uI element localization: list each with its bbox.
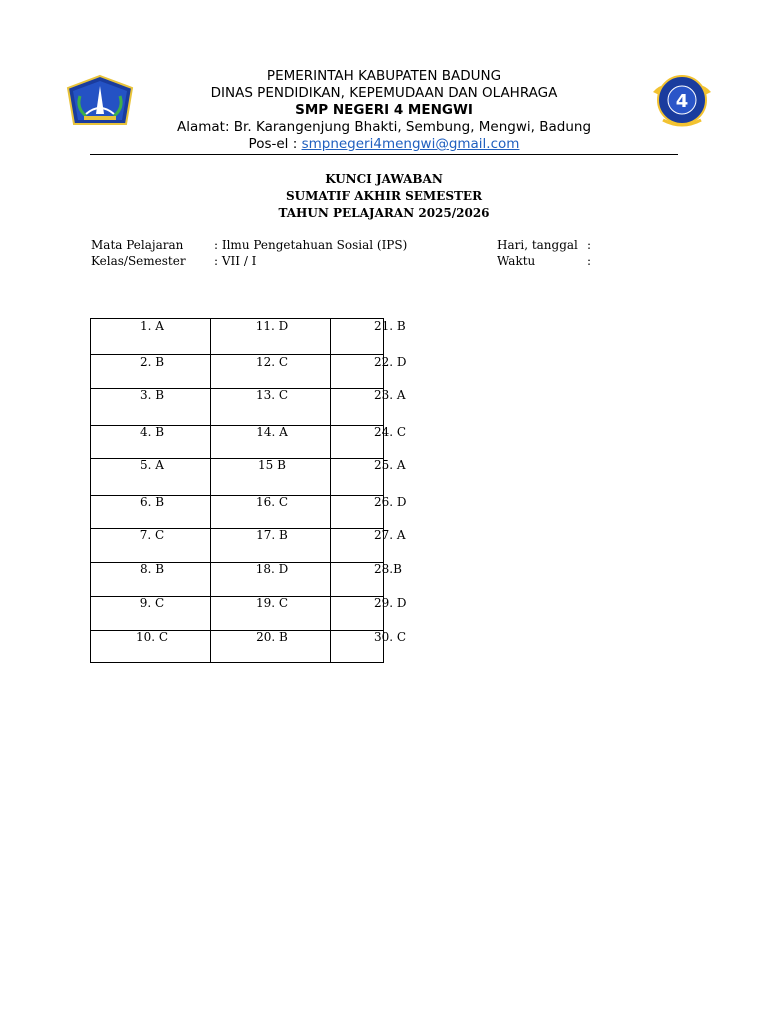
answer-cell: 11. D	[255, 319, 289, 333]
answer-cell: 24. C	[374, 425, 407, 439]
answer-cell: 15 B	[258, 458, 286, 472]
date-value: :	[587, 238, 592, 252]
answer-cell: 20. B	[256, 630, 288, 644]
answer-cell: 22. D	[374, 355, 407, 369]
class-label: Kelas/Semester	[91, 254, 186, 268]
answer-cell: 21. B	[374, 319, 406, 333]
answer-cell: 18. D	[255, 562, 289, 576]
letterhead	[0, 68, 768, 153]
answer-cell: 4. B	[139, 425, 165, 439]
table-column-divider	[210, 319, 211, 662]
letterhead-government: PEMERINTAH KABUPATEN BADUNG	[266, 68, 502, 84]
letterhead-school-name: SMP NEGERI 4 MENGWI	[295, 102, 473, 118]
school-logo-number: 4	[675, 91, 689, 112]
answer-cell: 17. B	[256, 528, 288, 542]
date-label: Hari, tanggal	[497, 238, 578, 252]
answer-cell: 28.B	[374, 562, 402, 576]
answer-cell: 25. A	[374, 458, 406, 472]
email-link[interactable]: smpnegeri4mengwi@gmail.com	[301, 136, 520, 152]
letterhead-rule	[90, 154, 678, 155]
title-line-2: SUMATIF AKHIR SEMESTER	[285, 189, 483, 203]
answer-cell: 26. D	[374, 495, 407, 509]
answer-key-table	[90, 318, 407, 663]
answer-cell: 23. A	[374, 388, 406, 402]
answer-cell: 9. C	[139, 596, 165, 610]
answer-cell: 16. C	[255, 495, 289, 509]
answer-cell: 1. A	[140, 319, 164, 333]
answer-cell: 10. C	[135, 630, 169, 644]
email-prefix: Pos-el :	[248, 136, 302, 152]
answer-cell: 5. A	[140, 458, 164, 472]
letterhead-address: Alamat: Br. Karangenjung Bhakti, Sembung, Mengwi, Badung	[176, 119, 592, 135]
time-label: Waktu	[497, 254, 536, 268]
class-value: : VII / I	[214, 254, 257, 268]
answer-cell: 19. C	[255, 596, 289, 610]
title-line-3: TAHUN PELAJARAN 2025/2026	[278, 206, 490, 220]
answer-cell: 2. B	[139, 355, 165, 369]
answer-cell: 3. B	[139, 388, 165, 402]
answer-cell: 8. B	[139, 562, 165, 576]
answer-cell: 27. A	[374, 528, 406, 542]
answer-cell: 6. B	[139, 495, 165, 509]
answer-cell: 14. A	[256, 425, 288, 439]
answer-cell: 30. C	[374, 630, 407, 644]
title-line-1: KUNCI JAWABAN	[325, 172, 443, 186]
answer-cell: 7. C	[139, 528, 165, 542]
letterhead-email-line	[0, 136, 768, 153]
subject-value: : Ilmu Pengetahuan Sosial (IPS)	[214, 238, 408, 252]
time-value: :	[587, 254, 592, 268]
answer-cell: 13. C	[255, 388, 289, 402]
answer-cell: 29. D	[374, 596, 407, 610]
letterhead-department: DINAS PENDIDIKAN, KEPEMUDAAN DAN OLAHRAGA	[210, 85, 558, 101]
document-title	[0, 171, 768, 222]
answer-cell: 12. C	[255, 355, 289, 369]
table-column-divider	[330, 319, 331, 662]
subject-label: Mata Pelajaran	[91, 238, 184, 252]
